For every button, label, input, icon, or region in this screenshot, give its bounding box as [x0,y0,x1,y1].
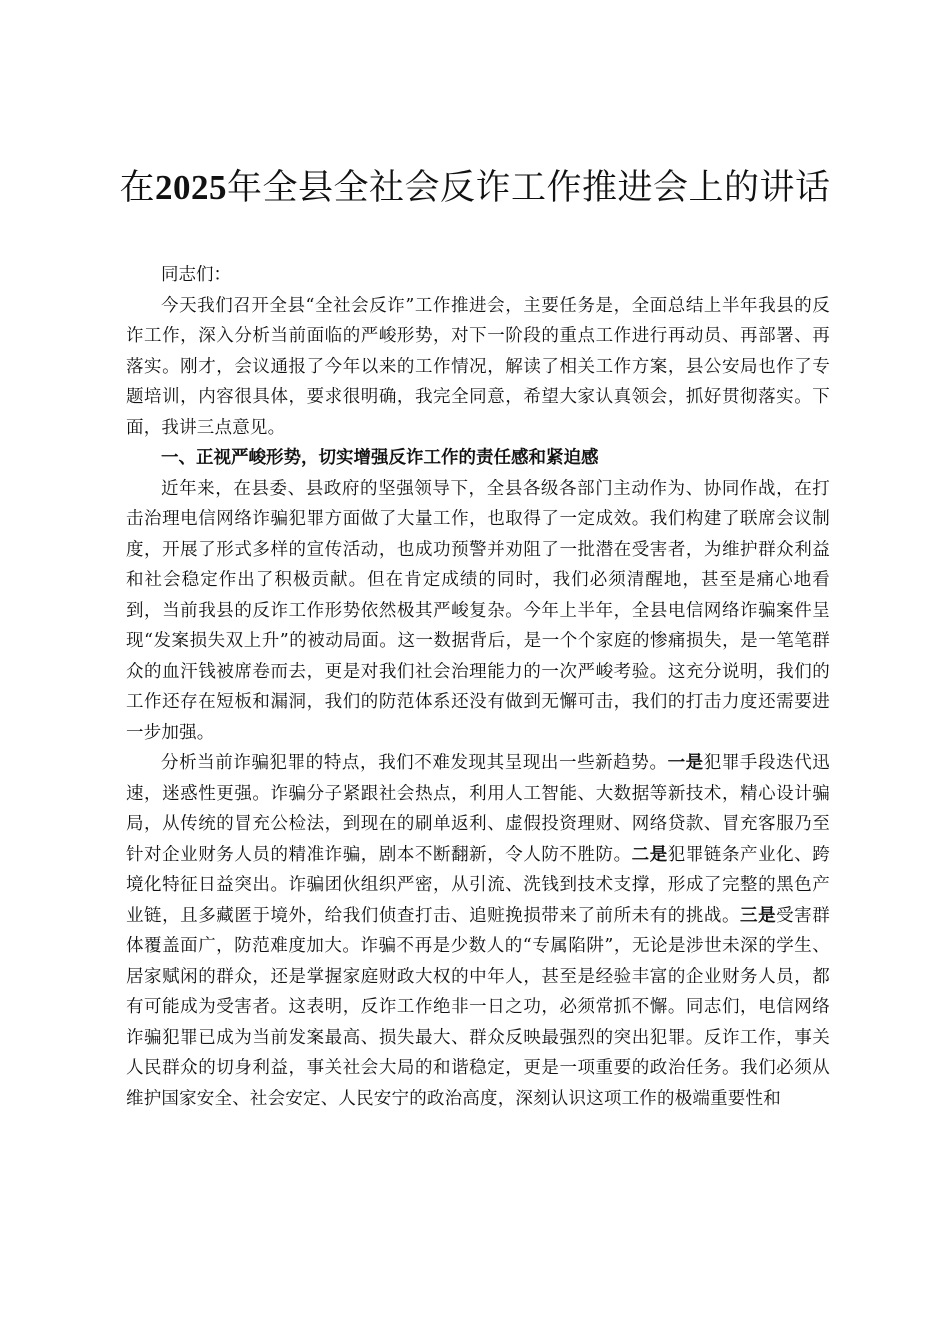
salutation: 同志们： [161,265,231,285]
title-rest: 年全县全社会反诈工作推进会上的讲话 [227,168,831,208]
paragraph-2-text-a: 分析当前诈骗犯罪的特点，我们不难发现其呈现出一些新趋势。 [161,753,668,773]
point-3-label: 三是 [740,905,777,926]
point-2-label: 二是 [631,844,668,865]
paragraph-2-text-d: 受害群体覆盖面广，防范难度加大。诈骗不再是少数人的“专属陷阱”，无论是涉世未深的学生、居家赋闲的群众，还是掌握家庭财政大权的中年人，甚至是经验丰富的企业财务人员，都有可能成为受害者。这表明，反诈工作绝非一日之功，必须常抓不懈。同志们，电信网络诈骗犯罪已成为当前发案最高、损失最大、群众反映最强烈的突出犯罪。反诈工作，事关人民群众的切身利益，事关社会大局的和谐稳定，更是一项重要的政治任务。我们必须从维护国家安全、社会安定、人民安宁的政治高度，深刻认识这项工作的极端重要性和 [126,905,830,1109]
paragraph-2-text-c: 犯罪链条产业化、跨境化特征日益突出。诈骗团伙组织严密，从引流、洗钱到技术支撑，形成了完整的黑色产业链，且多藏匿于境外，给我们侦查打击、追赃挽损带来了前所未有的挑战。 [126,844,830,926]
section-heading-1: 一、正视严峻形势，切实增强反诈工作的责任感和紧迫感 [161,448,599,468]
document-body [126,260,830,1114]
paragraph-2-text-b: 犯罪手段迭代迅速，迷惑性更强。诈骗分子紧跟社会热点，利用人工智能、大数据等新技术，精心设计骗局，从传统的冒充公检法，到现在的刷单返利、虚假投资理财、网络贷款、冒充客服乃至针对企业财务人员的精准诈骗，剧本不断翻新，令人防不胜防。 [126,753,830,865]
paragraph-2 [126,748,830,1114]
intro-paragraph: 今天我们召开全县“全社会反诈”工作推进会，主要任务是，全面总结上半年我县的反诈工作，深入分析当前面临的严峻形势，对下一阶段的重点工作进行再动员、再部署、再落实。刚才，会议通报了今年以来的工作情况，解读了相关工作方案，县公安局也作了专题培训，内容很具体，要求很明确，我完全同意，希望大家认真领会，抓好贯彻落实。下面，我讲三点意见。 [126,295,830,438]
title-year: 2025 [155,168,227,207]
paragraph-1: 近年来，在县委、县政府的坚强领导下，全县各级各部门主动作为、协同作战，在打击治理电信网络诈骗犯罪方面做了大量工作，也取得了一定成效。我们构建了联席会议制度，开展了形式多样的宣传活动，也成功预警并劝阻了一批潜在受害者，为维护群众利益和社会稳定作出了积极贡献。但在肯定成绩的同时，我们必须清醒地，甚至是痛心地看到，当前我县的反诈工作形势依然极其严峻复杂。今年上半年，全县电信网络诈骗案件呈现“发案损失双上升”的被动局面。这一数据背后，是一个个家庭的惨痛损失，是一笔笔群众的血汗钱被席卷而去，更是对我们社会治理能力的一次严峻考验。这充分说明，我们的工作还存在短板和漏洞，我们的防范体系还没有做到无懈可击，我们的打击力度还需要进一步加强。 [126,478,830,743]
title-prefix: 在 [119,168,155,208]
document-title [115,160,835,216]
point-1-label: 一是 [667,753,704,773]
